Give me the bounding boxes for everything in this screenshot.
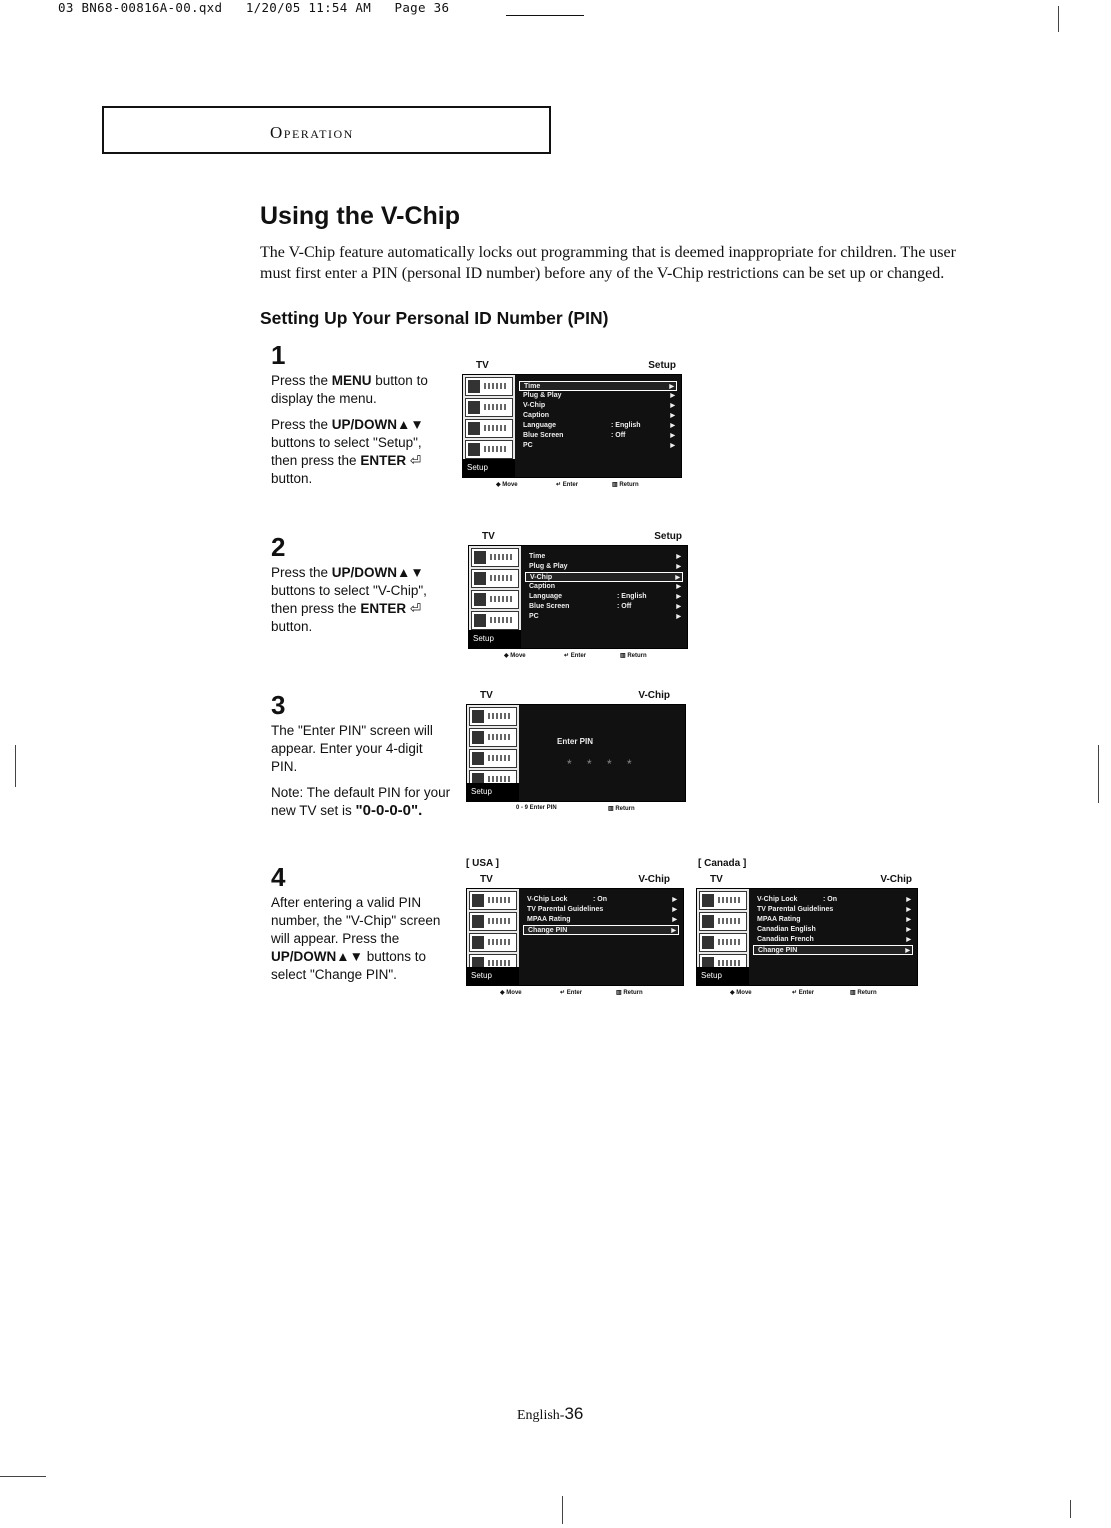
tv-screen-enter-pin bbox=[466, 690, 686, 816]
menu-list bbox=[753, 895, 913, 955]
page-footer bbox=[517, 1404, 583, 1424]
picture-icon bbox=[465, 377, 513, 396]
crop-mark-left bbox=[15, 745, 16, 787]
menu-list bbox=[519, 381, 677, 451]
section-subtitle: Setting Up Your Personal ID Number (PIN) bbox=[260, 308, 609, 328]
menu-item-mpaa-rating: MPAA Rating ▶ bbox=[527, 916, 677, 923]
menu-item-v-chip: V-Chip ▶ bbox=[525, 572, 683, 582]
intro-paragraph: The V-Chip feature automatically locks out programming that is deemed inappropriate for children. The user must first enter a PIN (personal ID number) before any of the V-Chip restrictions can be set up or changed. bbox=[260, 244, 956, 282]
step-instruction: The "Enter PIN" screen will appear. Enter your 4-digit PIN. bbox=[271, 723, 433, 774]
step-number: 3 bbox=[271, 690, 286, 720]
antenna-icon bbox=[471, 611, 519, 630]
sound-icon bbox=[469, 749, 517, 768]
tv-screen-vchip-usa bbox=[466, 874, 684, 1000]
screen-tv-label: TV bbox=[482, 531, 495, 542]
region-label-canada: [ Canada ] bbox=[698, 858, 747, 869]
sound-icon bbox=[699, 933, 747, 952]
slug-underline bbox=[506, 15, 584, 16]
menu-item-language: Language : English ▶ bbox=[529, 593, 681, 600]
enter-icon: ⏎ bbox=[409, 453, 422, 468]
step-2 bbox=[271, 532, 451, 644]
step-3 bbox=[271, 690, 451, 828]
step-number: 1 bbox=[271, 340, 286, 370]
crop-mark-bottom-right bbox=[1070, 1500, 1071, 1518]
step-instruction: Press the UP/DOWN▲▼ buttons to select "Setup", then press the ENTER ⏎ button. bbox=[271, 417, 424, 486]
step-instruction: Press the UP/DOWN▲▼ buttons to select "V-Chip", then press the ENTER ⏎ button. bbox=[271, 565, 427, 634]
slug-date-time: 1/20/05 11:54 AM bbox=[245, 0, 372, 15]
menu-item-pc: PC ▶ bbox=[529, 613, 681, 620]
menu-item-v-chip-lock: V-Chip Lock : On ▶ bbox=[757, 896, 911, 903]
channel-icon bbox=[471, 569, 519, 588]
menu-item-canadian-french: Canadian French ▶ bbox=[757, 936, 911, 943]
footer-page-number: 36 bbox=[564, 1404, 584, 1423]
menu-item-v-chip-lock: V-Chip Lock : On ▶ bbox=[527, 896, 677, 903]
picture-icon bbox=[469, 891, 517, 910]
screen-tv-label: TV bbox=[476, 360, 489, 371]
sound-icon bbox=[465, 419, 513, 438]
screen-menu-title: V-Chip bbox=[880, 874, 912, 885]
setup-category-label: Setup bbox=[697, 967, 749, 985]
menu-item-plug-play: Plug & Play ▶ bbox=[529, 563, 681, 570]
step-instruction: After entering a valid PIN number, the "V-Chip" screen will appear. Press the UP/DOWN▲▼ buttons to select "Change PIN". bbox=[271, 895, 441, 982]
screen-menu-title: Setup bbox=[654, 531, 682, 542]
screen-footer: ◆ Move ↵ Enter ▥ Return bbox=[504, 653, 647, 659]
slug-page-label: Page bbox=[394, 0, 426, 15]
step-instruction: Press the MENU button to display the menu. bbox=[271, 373, 428, 406]
screen-tv-label: TV bbox=[480, 874, 493, 885]
screen-footer: ◆ Move ↵ Enter ▥ Return bbox=[730, 990, 877, 996]
enter-icon: ⏎ bbox=[409, 601, 422, 616]
sound-icon bbox=[469, 933, 517, 952]
antenna-icon bbox=[465, 440, 513, 459]
menu-item-pc: PC ▶ bbox=[523, 442, 675, 449]
sound-icon bbox=[471, 590, 519, 609]
enter-pin-prompt: Enter PIN bbox=[557, 737, 594, 746]
menu-item-tv-parental-guidelines: TV Parental Guidelines ▶ bbox=[757, 906, 911, 913]
footer-language: English- bbox=[517, 1408, 565, 1423]
picture-icon bbox=[471, 548, 519, 567]
step-number: 2 bbox=[271, 532, 286, 562]
menu-item-change-pin: Change PIN ▶ bbox=[753, 945, 913, 955]
menu-item-language: Language : English ▶ bbox=[523, 422, 675, 429]
menu-item-v-chip: V-Chip ▶ bbox=[523, 402, 675, 409]
pin-entry-field: * * * * bbox=[567, 757, 638, 771]
tv-screen-setup-1 bbox=[462, 360, 682, 492]
setup-category-label: Setup bbox=[467, 783, 519, 801]
screen-footer: ◆ Move ↵ Enter ▥ Return bbox=[500, 990, 643, 996]
registration-mark-bottom bbox=[562, 1496, 563, 1524]
screen-footer: ◆ Move ↵ Enter ▥ Return bbox=[496, 482, 639, 488]
menu-item-plug-play: Plug & Play ▶ bbox=[523, 392, 675, 399]
section-header-box bbox=[102, 106, 551, 154]
step-note: Note: The default PIN for your new TV set is "0-0-0-0". bbox=[271, 785, 451, 819]
screen-tv-label: TV bbox=[480, 690, 493, 701]
channel-icon bbox=[465, 398, 513, 417]
crop-mark-bottom-left bbox=[0, 1476, 46, 1477]
tv-screen-vchip-canada bbox=[696, 874, 918, 1000]
menu-item-mpaa-rating: MPAA Rating ▶ bbox=[757, 916, 911, 923]
step-4 bbox=[271, 862, 451, 992]
picture-icon bbox=[469, 707, 517, 726]
menu-item-time: Time ▶ bbox=[519, 381, 677, 391]
slug-page-number: 36 bbox=[433, 0, 450, 15]
step-number: 4 bbox=[271, 862, 286, 892]
slug-file-name: 03 BN68-00816A-00.qxd bbox=[58, 0, 223, 15]
menu-item-canadian-english: Canadian English ▶ bbox=[757, 926, 911, 933]
menu-item-change-pin: Change PIN ▶ bbox=[523, 925, 679, 935]
screen-menu-title: V-Chip bbox=[638, 874, 670, 885]
region-label-usa: [ USA ] bbox=[466, 858, 499, 869]
section-title: Operation bbox=[270, 123, 354, 142]
step-1 bbox=[271, 340, 451, 496]
menu-item-time: Time ▶ bbox=[529, 553, 681, 560]
menu-item-caption: Caption ▶ bbox=[523, 412, 675, 419]
screen-menu-title: Setup bbox=[648, 360, 676, 371]
menu-item-caption: Caption ▶ bbox=[529, 583, 681, 590]
page-title: Using the V-Chip bbox=[260, 202, 460, 230]
menu-item-blue-screen: Blue Screen : Off ▶ bbox=[529, 603, 681, 610]
setup-category-label: Setup bbox=[467, 967, 519, 985]
print-slug bbox=[58, 0, 449, 15]
menu-item-tv-parental-guidelines: TV Parental Guidelines ▶ bbox=[527, 906, 677, 913]
menu-list bbox=[523, 895, 679, 935]
setup-category-label: Setup bbox=[463, 459, 515, 477]
channel-icon bbox=[699, 912, 747, 931]
setup-category-label: Setup bbox=[469, 630, 521, 648]
crop-mark-right bbox=[1098, 745, 1099, 803]
crop-mark-top-right bbox=[1058, 6, 1059, 32]
menu-list bbox=[525, 552, 683, 622]
picture-icon bbox=[699, 891, 747, 910]
channel-icon bbox=[469, 728, 517, 747]
screen-tv-label: TV bbox=[710, 874, 723, 885]
channel-icon bbox=[469, 912, 517, 931]
screen-menu-title: V-Chip bbox=[638, 690, 670, 701]
screen-footer: 0 - 9 Enter PIN ▥ Return bbox=[516, 805, 635, 812]
tv-screen-setup-2 bbox=[468, 531, 688, 663]
menu-item-blue-screen: Blue Screen : Off ▶ bbox=[523, 432, 675, 439]
